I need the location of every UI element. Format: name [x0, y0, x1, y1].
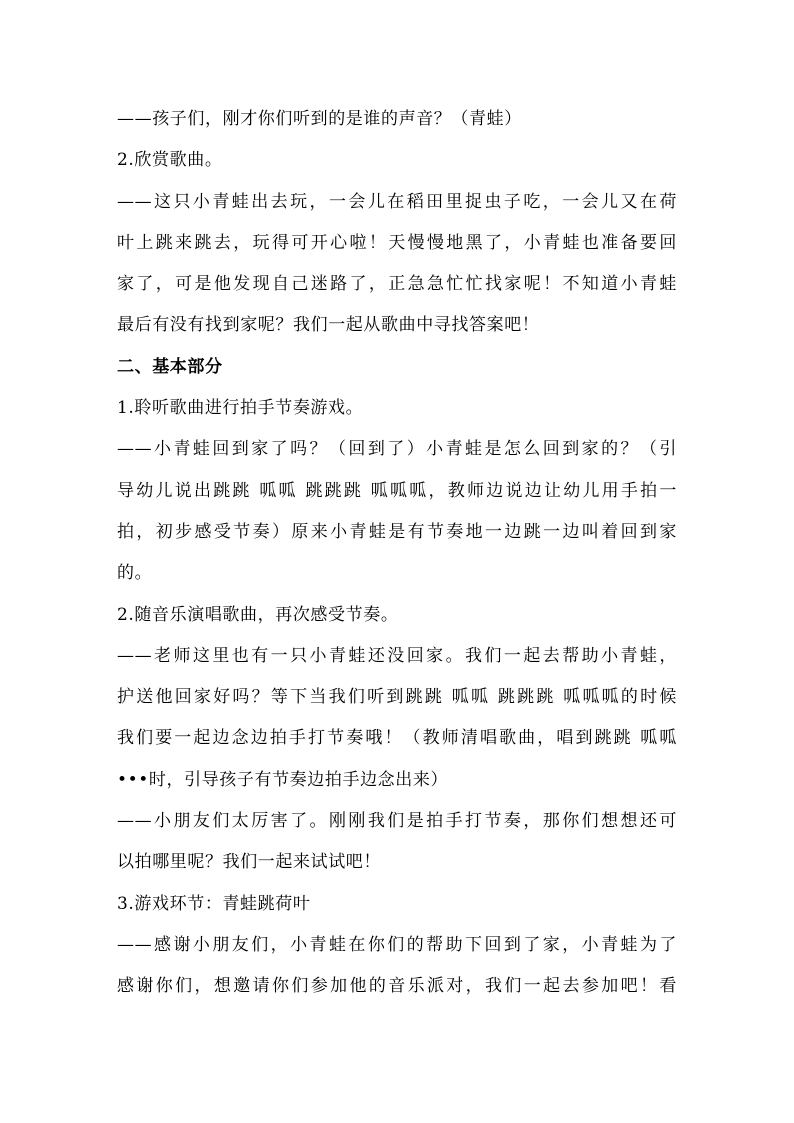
text-line: 2.随音乐演唱歌曲，再次感受节奏。: [117, 604, 399, 625]
section-heading: 二、基本部分: [117, 356, 223, 377]
text-line: ——孩子们，刚才你们听到的是谁的声音？（青蛙）: [117, 109, 522, 129]
text-line: 叶上跳来跳去，玩得可开心啦！天慢慢地黑了，小青蛙也准备要回: [117, 232, 677, 253]
text-line: 最后有没有找到家呢？我们一起从歌曲中寻找答案吧！: [117, 315, 540, 336]
text-line: 护送他回家好吗？等下当我们听到跳跳 呱呱 跳跳跳 呱呱呱的时候: [117, 687, 677, 708]
text-line: •••时，引导孩子有节奏边拍手边念出来）: [117, 769, 449, 790]
text-line: 我们要一起边念边拍手打节奏哦！（教师清唱歌曲，唱到跳跳 呱呱: [117, 728, 677, 749]
text-line: 3.游戏环节：青蛙跳荷叶: [117, 893, 311, 914]
text-line: 1.聆听歌曲进行拍手节奏游戏。: [117, 398, 364, 419]
document-page: [117, 99, 677, 1008]
text-line: 的。: [117, 563, 153, 584]
text-line: ——感谢小朋友们，小青蛙在你们的帮助下回到了家，小青蛙为了: [117, 934, 677, 955]
text-line: 拍，初步感受节奏）原来小青蛙是有节奏地一边跳一边叫着回到家: [117, 521, 677, 542]
text-line: ——小朋友们太厉害了。刚刚我们是拍手打节奏，那你们想想还可: [117, 811, 677, 832]
text-line: ——老师这里也有一只小青蛙还没回家。我们一起去帮助小青蛙，: [117, 645, 677, 666]
text-line: 感谢你们，想邀请你们参加他的音乐派对，我们一起去参加吧！看: [117, 976, 677, 997]
text-line: ——小青蛙回到家了吗？（回到了）小青蛙是怎么回到家的？（引: [117, 439, 677, 460]
text-line: 以拍哪里呢？我们一起来试试吧！: [117, 852, 381, 873]
text-line: 2.欣赏歌曲。: [117, 150, 223, 171]
text-line: 家了，可是他发现自己迷路了，正急急忙忙找家呢！不知道小青蛙: [117, 274, 677, 295]
text-line: 导幼儿说出跳跳 呱呱 跳跳跳 呱呱呱，教师边说边让幼儿用手拍一: [117, 480, 677, 501]
text-line: ——这只小青蛙出去玩，一会儿在稻田里捉虫子吃，一会儿又在荷: [117, 191, 677, 212]
